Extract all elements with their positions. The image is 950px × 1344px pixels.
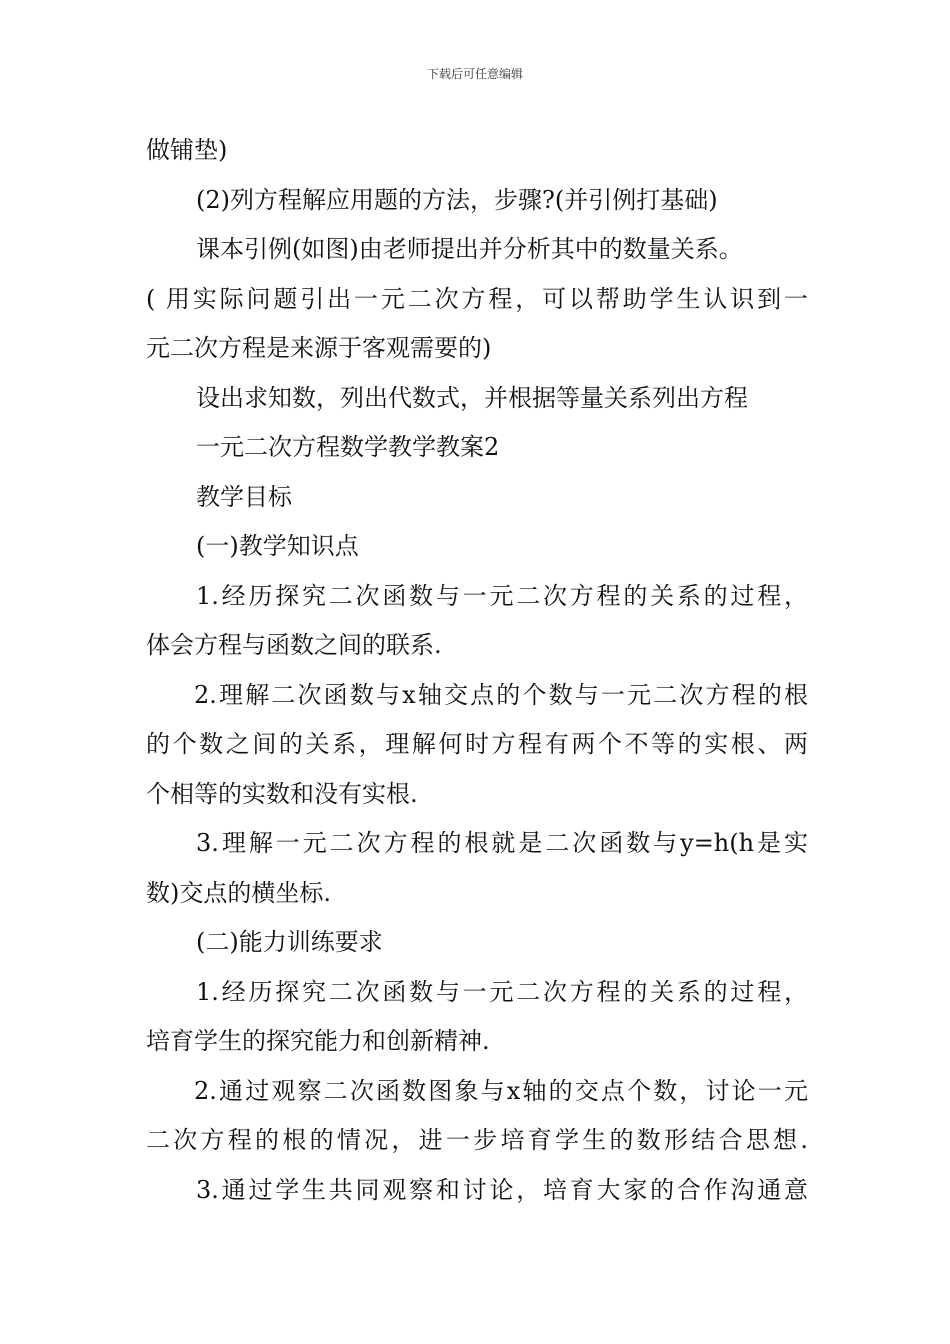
section-heading: 教学目标 [196,482,292,511]
subsection-heading: (二)能力训练要求 [196,928,383,956]
section-title: 一元二次方程数学教学教案2 [196,433,500,461]
text-line: 3.通过学生共同观察和讨论，培育大家的合作沟通意 [196,1175,808,1204]
text-line: 体会方程与函数之间的联系. [146,631,442,659]
text-line: 元二次方程是来源于客观需要的) [146,334,492,362]
text-line: 培育学生的探究能力和创新精神. [146,1027,490,1055]
text-line: 二次方程的根的情况，进一步培育学生的数形结合思想. [146,1126,808,1154]
text-line: 做铺垫) [146,136,228,164]
text-line: 3.理解一元二次方程的根就是二次函数与y=h(h是实 [196,829,808,857]
page-header: 下载后可任意编辑 [426,67,523,81]
text-line: 个相等的实数和没有实根. [146,779,418,808]
text-line: 数)交点的横坐标. [146,878,331,907]
text-line: 1.经历探究二次函数与一元二次方程的关系的过程， [196,977,808,1006]
text-line: (2)列方程解应用题的方法，步骤?(并引例打基础) [196,185,718,214]
subsection-heading: (一)教学知识点 [196,532,359,560]
text-line: 的个数之间的关系，理解何时方程有两个不等的实根、两 [146,730,808,758]
text-line: 1.经历探究二次函数与一元二次方程的关系的过程， [196,581,808,610]
text-line: 2.通过观察二次函数图象与x轴的交点个数，讨论一元 [194,1076,808,1105]
text-line: 课本引例(如图)由老师提出并分析其中的数量关系。 [196,235,743,263]
text-line: ( 用实际问题引出一元二次方程，可以帮助学生认识到一 [146,284,808,313]
text-line: 设出求知数，列出代数式，并根据等量关系列出方程 [196,383,748,412]
text-line: 2.理解二次函数与x轴交点的个数与一元二次方程的根 [194,680,808,709]
document-body [146,126,808,1215]
